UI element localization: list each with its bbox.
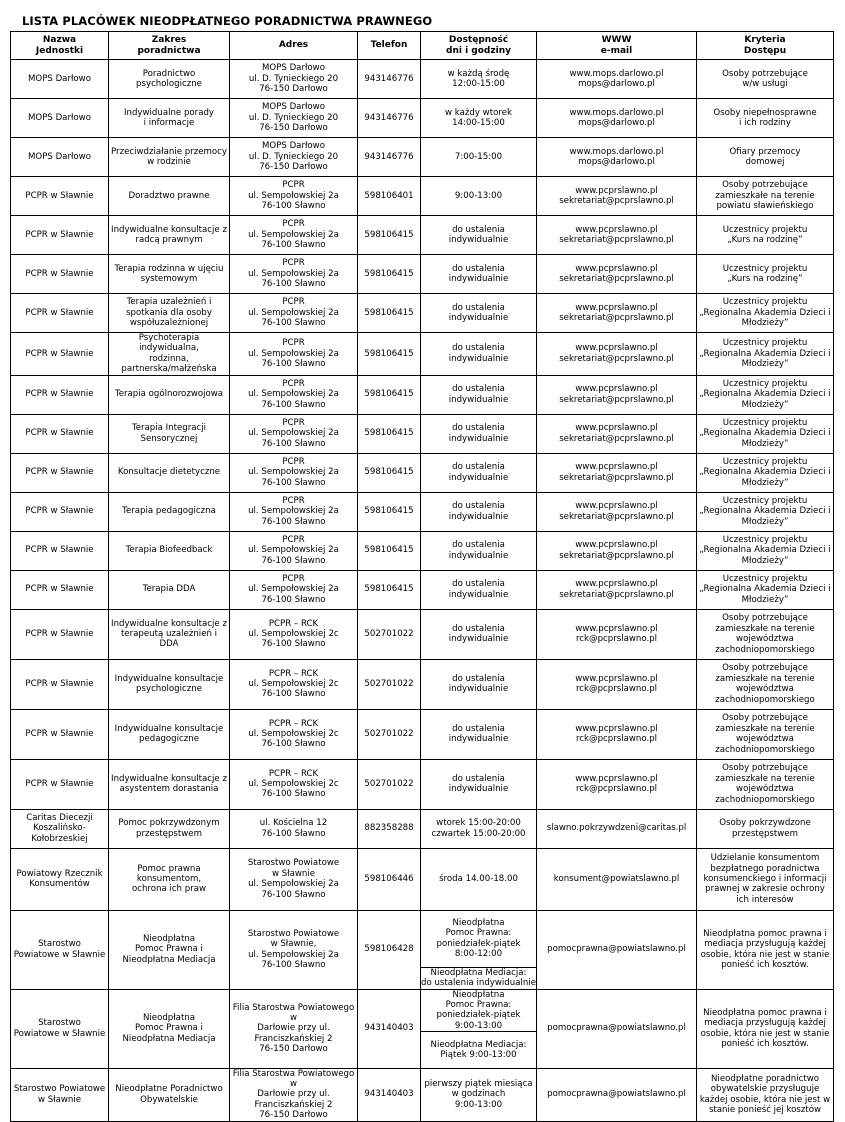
facility-name-cell: PCPR w Sławnie [11,216,109,255]
facility-name-cell: MOPS Darłowo [11,60,109,99]
facility-name-cell: PCPR w Sławnie [11,709,109,759]
phone-cell: 943146776 [358,99,421,138]
address-cell: Starostwo Powiatowe w Sławnie, ul. Sempołowskiej 2a 76-100 Sławno [230,910,358,989]
phone-cell: 502701022 [358,659,421,709]
criteria-cell: Uczestnicy projektu „Regionalna Akademia Dzieci i Młodzieży” [697,414,834,453]
address-cell: PCPR ul. Sempołowskiej 2a 76-100 Sławno [230,492,358,531]
scope-cell: Konsultacje dietetyczne [109,453,230,492]
contact-cell: www.pcprslawno.pl sekretariat@pcprslawno.pl [537,294,697,333]
contact-cell: www.mops.darlowo.pl mops@darlowo.pl [537,99,697,138]
contact-cell: www.pcprslawno.pl sekretariat@pcprslawno.pl [537,375,697,414]
address-cell: Filia Starostwa Powiatowego w Darłowie przy ul. Franciszkańskiej 2 76-150 Darłowo [230,1068,358,1121]
criteria-cell: Osoby potrzebujące zamieszkałe na terenie powiatu sławieńskiego [697,177,834,216]
phone-cell: 598106415 [358,453,421,492]
hours-cell: 7:00-15:00 [421,138,537,177]
contact-cell: www.pcprslawno.pl rck@pcprslawno.pl [537,759,697,809]
contact-cell: www.pcprslawno.pl rck@pcprslawno.pl [537,609,697,659]
address-cell: PCPR ul. Sempołowskiej 2a 76-100 Sławno [230,333,358,376]
header-row [11,32,834,60]
criteria-cell: Osoby potrzebujące zamieszkałe na terenie województwa zachodniopomorskiego [697,609,834,659]
phone-cell: 598106415 [358,492,421,531]
facility-name-cell: PCPR w Sławnie [11,531,109,570]
facility-name-cell: PCPR w Sławnie [11,453,109,492]
phone-cell: 598106415 [358,375,421,414]
contact-cell: www.pcprslawno.pl sekretariat@pcprslawno.pl [537,531,697,570]
scope-cell: Terapia Biofeedback [109,531,230,570]
phone-cell: 882358288 [358,809,421,848]
address-cell: PCPR ul. Sempołowskiej 2a 76-100 Sławno [230,177,358,216]
contact-cell: www.mops.darlowo.pl mops@darlowo.pl [537,138,697,177]
phone-cell: 502701022 [358,709,421,759]
table-row [11,216,834,255]
criteria-cell: Osoby potrzebujące zamieszkałe na terenie województwa zachodniopomorskiego [697,659,834,709]
address-cell: PCPR ul. Sempołowskiej 2a 76-100 Sławno [230,570,358,609]
hours-cell: do ustalenia indywidualnie [421,759,537,809]
phone-cell: 943140403 [358,1068,421,1121]
criteria-cell: Uczestnicy projektu „Kurs na rodzinę” [697,255,834,294]
phone-cell: 598106428 [358,910,421,989]
phone-cell: 943146776 [358,60,421,99]
contact-cell: www.pcprslawno.pl sekretariat@pcprslawno.pl [537,570,697,609]
address-cell: PCPR ul. Sempołowskiej 2a 76-100 Sławno [230,294,358,333]
facility-name-cell: Starostwo Powiatowe w Sławnie [11,910,109,989]
scope-cell: Terapia rodzinna w ujęciu systemowym [109,255,230,294]
hours-cell: do ustalenia indywidualnie [421,492,537,531]
contact-cell: www.pcprslawno.pl sekretariat@pcprslawno.pl [537,492,697,531]
scope-cell: Nieodpłatna Pomoc Prawna i Nieodpłatna Mediacja [109,989,230,1068]
facility-name-cell: PCPR w Sławnie [11,294,109,333]
hours-cell: do ustalenia indywidualnie [421,375,537,414]
criteria-cell: Osoby potrzebujące zamieszkałe na terenie województwa zachodniopomorskiego [697,759,834,809]
phone-cell: 598106415 [358,294,421,333]
criteria-cell: Nieodpłatne poradnictwo obywatelskie przysługuje każdej osobie, która nie jest w stanie ponieść jej kosztów [697,1068,834,1121]
address-cell: ul. Kościelna 12 76-100 Sławno [230,809,358,848]
scope-cell: Indywidualne konsultacje z terapeutą uzależnień i DDA [109,609,230,659]
criteria-cell: Osoby niepełnosprawne i ich rodziny [697,99,834,138]
contact-cell: pomocprawna@powiatslawno.pl [537,1068,697,1121]
phone-cell: 502701022 [358,759,421,809]
scope-cell: Indywidualne konsultacje z asystentem dorastania [109,759,230,809]
hours-cell: do ustalenia indywidualnie [421,531,537,570]
header-address: Adres [230,32,358,60]
hours-cell: do ustalenia indywidualnie [421,414,537,453]
criteria-cell: Udzielanie konsumentom bezpłatnego poradnictwa konsumenckiego i informacji prawnej w zakresie ochrony ich interesów [697,848,834,910]
address-cell: PCPR – RCK ul. Sempołowskiej 2c 76-100 Sławno [230,759,358,809]
criteria-cell: Osoby pokrzywdzone przestępstwem [697,809,834,848]
facility-name-cell: MOPS Darłowo [11,99,109,138]
table-row [11,1068,834,1121]
hours-cell: do ustalenia indywidualnie [421,333,537,376]
facilities-table [10,31,834,1122]
hours-legal-aid: Nieodpłatna Pomoc Prawna: poniedziałek-piątek 9:00-13:00 [436,989,521,1031]
hours-cell: do ustalenia indywidualnie [421,609,537,659]
facility-name-cell: MOPS Darłowo [11,138,109,177]
scope-cell: Pomoc pokrzywdzonym przestępstwem [109,809,230,848]
contact-cell: www.pcprslawno.pl sekretariat@pcprslawno.pl [537,333,697,376]
contact-cell: slawno.pokrzywdzeni@caritas.pl [537,809,697,848]
table-row [11,531,834,570]
scope-cell: Terapia uzależnień i spotkania dla osoby współuzależnionej [109,294,230,333]
header-phone: Telefon [358,32,421,60]
address-cell: PCPR – RCK ul. Sempołowskiej 2c 76-100 Sławno [230,709,358,759]
scope-cell: Nieodpłatna Pomoc Prawna i Nieodpłatna Mediacja [109,910,230,989]
facility-name-cell: PCPR w Sławnie [11,759,109,809]
hours-mediation: Nieodpłatna Mediacja: do ustalenia indywidualnie [421,967,536,989]
address-cell: PCPR ul. Sempołowskiej 2a 76-100 Sławno [230,531,358,570]
address-cell: PCPR ul. Sempołowskiej 2a 76-100 Sławno [230,216,358,255]
table-row [11,609,834,659]
table-row [11,492,834,531]
hours-cell: w każdą środę 12:00-15:00 [421,60,537,99]
hours-cell: pierwszy piątek miesiąca w godzinach 9:00-13:00 [421,1068,537,1121]
header-contact: WWW e-mail [537,32,697,60]
phone-cell: 598106415 [358,414,421,453]
phone-cell: 502701022 [358,609,421,659]
header-name: Nazwa Jednostki [11,32,109,60]
hours-cell: do ustalenia indywidualnie [421,453,537,492]
phone-cell: 598106415 [358,216,421,255]
hours-cell: środa 14.00-18.00 [421,848,537,910]
facility-name-cell: PCPR w Sławnie [11,375,109,414]
table-row [11,333,834,376]
hours-cell: do ustalenia indywidualnie [421,294,537,333]
criteria-cell: Nieodpłatna pomoc prawna i mediacja przysługują każdej osobie, która nie jest w stanie ponieść ich kosztów. [697,989,834,1068]
facility-name-cell: Powiatowy Rzecznik Konsumentów [11,848,109,910]
facility-name-cell: PCPR w Sławnie [11,333,109,376]
address-cell: MOPS Darłowo ul. D. Tynieckiego 20 76-150 Darłowo [230,138,358,177]
address-cell: MOPS Darłowo ul. D. Tynieckiego 20 76-150 Darłowo [230,99,358,138]
table-row [11,453,834,492]
table-row [11,848,834,910]
contact-cell: www.pcprslawno.pl sekretariat@pcprslawno.pl [537,177,697,216]
facility-name-cell: PCPR w Sławnie [11,492,109,531]
facility-name-cell: Starostwo Powiatowe w Sławnie [11,989,109,1068]
hours-legal-aid: Nieodpłatna Pomoc Prawna: poniedziałek-piątek 8:00-12:00 [436,917,521,960]
phone-cell: 598106415 [358,570,421,609]
table-row [11,99,834,138]
address-cell: PCPR ul. Sempołowskiej 2a 76-100 Sławno [230,453,358,492]
table-row [11,989,834,1068]
contact-cell: pomocprawna@powiatslawno.pl [537,989,697,1068]
facility-name-cell: PCPR w Sławnie [11,414,109,453]
hours-mediation: Nieodpłatna Mediacja: Piątek 9:00-13:00 [421,1031,536,1067]
criteria-cell: Uczestnicy projektu „Regionalna Akademia Dzieci i Młodzieży” [697,492,834,531]
criteria-cell: Uczestnicy projektu „Regionalna Akademia Dzieci i Młodzieży” [697,453,834,492]
hours-cell: do ustalenia indywidualnie [421,570,537,609]
header-hours: Dostępność dni i godziny [421,32,537,60]
facility-name-cell: PCPR w Sławnie [11,255,109,294]
contact-cell: pomocprawna@powiatslawno.pl [537,910,697,989]
table-row [11,759,834,809]
scope-cell: Poradnictwo psychologiczne [109,60,230,99]
table-row [11,570,834,609]
contact-cell: www.pcprslawno.pl sekretariat@pcprslawno.pl [537,255,697,294]
hours-cell: do ustalenia indywidualnie [421,709,537,759]
address-cell: PCPR ul. Sempołowskiej 2a 76-100 Sławno [230,375,358,414]
scope-cell: Terapia pedagogiczna [109,492,230,531]
table-row [11,294,834,333]
scope-cell: Doradztwo prawne [109,177,230,216]
criteria-cell: Osoby potrzebujące zamieszkałe na terenie województwa zachodniopomorskiego [697,709,834,759]
contact-cell: www.pcprslawno.pl rck@pcprslawno.pl [537,709,697,759]
address-cell: PCPR ul. Sempołowskiej 2a 76-100 Sławno [230,414,358,453]
scope-cell: Terapia Integracji Sensorycznej [109,414,230,453]
phone-cell: 598106415 [358,333,421,376]
phone-cell: 598106415 [358,531,421,570]
hours-cell [421,989,537,1068]
table-row [11,659,834,709]
address-cell: PCPR ul. Sempołowskiej 2a 76-100 Sławno [230,255,358,294]
address-cell: PCPR – RCK ul. Sempołowskiej 2c 76-100 Sławno [230,659,358,709]
scope-cell: Terapia DDA [109,570,230,609]
hours-cell [421,910,537,989]
scope-cell: Nieodpłatne Poradnictwo Obywatelskie [109,1068,230,1121]
table-row [11,255,834,294]
criteria-cell: Uczestnicy projektu „Regionalna Akademia Dzieci i Młodzieży” [697,333,834,376]
hours-cell: wtorek 15:00-20:00 czwartek 15:00-20:00 [421,809,537,848]
hours-cell: 9:00-13:00 [421,177,537,216]
scope-cell: Indywidualne konsultacje pedagogiczne [109,709,230,759]
hours-cell: w każdy wtorek 14:00-15:00 [421,99,537,138]
table-row [11,60,834,99]
facility-name-cell: PCPR w Sławnie [11,609,109,659]
address-cell: MOPS Darłowo ul. D. Tynieckiego 20 76-150 Darłowo [230,60,358,99]
table-row [11,809,834,848]
criteria-cell: Ofiary przemocy domowej [697,138,834,177]
address-cell: Filia Starostwa Powiatowego w Darłowie przy ul. Franciszkańskiej 2 76-150 Darłowo [230,989,358,1068]
phone-cell: 598106446 [358,848,421,910]
document-title: LISTA PLACÓWEK NIEODPŁATNEGO PORADNICTWA PRAWNEGO [22,14,433,28]
criteria-cell: Nieodpłatna pomoc prawna i mediacja przysługują każdej osobie, która nie jest w stanie ponieść ich kosztów. [697,910,834,989]
scope-cell: Psychoterapia indywidualna, rodzinna, partnerska/małżeńska [109,333,230,376]
criteria-cell: Uczestnicy projektu „Regionalna Akademia Dzieci i Młodzieży” [697,570,834,609]
facility-name-cell: Caritas Diecezji Koszalińsko- Kołobrzeskiej [11,809,109,848]
contact-cell: www.pcprslawno.pl rck@pcprslawno.pl [537,659,697,709]
contact-cell: www.pcprslawno.pl sekretariat@pcprslawno.pl [537,414,697,453]
table-row [11,177,834,216]
facility-name-cell: PCPR w Sławnie [11,177,109,216]
table-row [11,910,834,989]
contact-cell: www.pcprslawno.pl sekretariat@pcprslawno.pl [537,453,697,492]
address-cell: Starostwo Powiatowe w Sławnie ul. Sempołowskiej 2a 76-100 Sławno [230,848,358,910]
facility-name-cell: Starostwo Powiatowe w Sławnie [11,1068,109,1121]
scope-cell: Indywidualne porady i informacje [109,99,230,138]
scope-cell: Terapia ogólnorozwojowa [109,375,230,414]
table-row [11,375,834,414]
scope-cell: Indywidualne konsultacje psychologiczne [109,659,230,709]
table-row [11,138,834,177]
phone-cell: 943146776 [358,138,421,177]
criteria-cell: Uczestnicy projektu „Regionalna Akademia Dzieci i Młodzieży” [697,375,834,414]
header-scope: Zakres poradnictwa [109,32,230,60]
contact-cell: www.mops.darlowo.pl mops@darlowo.pl [537,60,697,99]
scope-cell: Indywidualne konsultacje z radcą prawnym [109,216,230,255]
criteria-cell: Uczestnicy projektu „Regionalna Akademia Dzieci i Młodzieży” [697,294,834,333]
hours-cell: do ustalenia indywidualnie [421,255,537,294]
hours-cell: do ustalenia indywidualnie [421,659,537,709]
address-cell: PCPR – RCK ul. Sempołowskiej 2c 76-100 Sławno [230,609,358,659]
criteria-cell: Uczestnicy projektu „Kurs na rodzinę” [697,216,834,255]
phone-cell: 598106415 [358,255,421,294]
criteria-cell: Osoby potrzebujące w/w usługi [697,60,834,99]
contact-cell: www.pcprslawno.pl sekretariat@pcprslawno.pl [537,216,697,255]
scope-cell: Pomoc prawna konsumentom, ochrona ich praw [109,848,230,910]
table-row [11,414,834,453]
hours-cell: do ustalenia indywidualnie [421,216,537,255]
scope-cell: Przeciwdziałanie przemocy w rodzinie [109,138,230,177]
header-criteria: Kryteria Dostępu [697,32,834,60]
contact-cell: konsument@powiatslawno.pl [537,848,697,910]
phone-cell: 598106401 [358,177,421,216]
criteria-cell: Uczestnicy projektu „Regionalna Akademia Dzieci i Młodzieży” [697,531,834,570]
phone-cell: 943140403 [358,989,421,1068]
facility-name-cell: PCPR w Sławnie [11,570,109,609]
table-row [11,709,834,759]
facility-name-cell: PCPR w Sławnie [11,659,109,709]
